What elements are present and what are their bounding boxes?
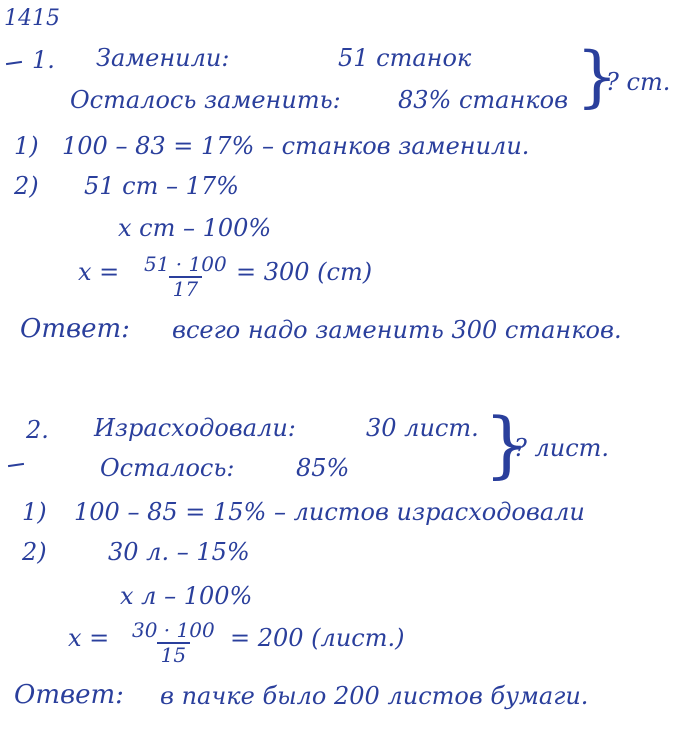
- part2-fraction: [128, 620, 219, 665]
- part2-remaining-value: 85%: [296, 454, 350, 482]
- part1-fraction: [140, 254, 231, 299]
- part2-frac-numerator: 30 · 100: [132, 618, 215, 642]
- part1-x-lhs: x =: [78, 258, 120, 286]
- part2-step2-row2: x л – 100%: [120, 582, 253, 610]
- part2-answer-label: Ответ:: [14, 680, 124, 710]
- part1-answer-label: Ответ:: [20, 314, 130, 344]
- part1-step1-text: 100 – 83 = 17% – станков заменили.: [62, 132, 530, 160]
- part2-step2-num: 2): [22, 538, 47, 566]
- part2-question: ? лист.: [514, 434, 610, 462]
- part1-replaced-label: Заменили:: [96, 44, 230, 72]
- part2-brace: }: [484, 402, 530, 486]
- part2-used-value: 30 лист.: [366, 414, 479, 442]
- margin-dash: [6, 61, 22, 65]
- part2-step2-row1: 30 л. – 15%: [108, 538, 250, 566]
- part1-remaining-value: 83% станков: [398, 86, 569, 114]
- part1-step2-num: 2): [14, 172, 39, 200]
- part1-remaining-label: Осталось заменить:: [70, 86, 341, 114]
- part2-x-lhs: x =: [68, 624, 110, 652]
- part2-answer-text: в пачке было 200 листов бумаги.: [160, 682, 589, 710]
- part2-step1-text: 100 – 85 = 15% – листов израсходовали: [74, 498, 585, 526]
- part2-frac-denominator: 15: [157, 642, 190, 665]
- part1-replaced-value: 51 станок: [338, 44, 472, 72]
- part1-step2-row1: 51 ст – 17%: [84, 172, 239, 200]
- part1-answer-text: всего надо заменить 300 станков.: [172, 316, 622, 344]
- part2-step1-num: 1): [22, 498, 47, 526]
- part1-brace: }: [576, 38, 618, 115]
- part1-index: 1.: [32, 46, 55, 74]
- part2-remaining-label: Осталось:: [100, 454, 235, 482]
- part2-used-label: Израсходовали:: [94, 414, 296, 442]
- part2-result: = 200 (лист.): [230, 624, 405, 652]
- part1-question: ? ст.: [606, 68, 671, 96]
- part1-step2-row2: x ст – 100%: [118, 214, 272, 242]
- margin-dash: [8, 463, 24, 467]
- problem-number: 1415: [4, 6, 60, 31]
- part2-index: 2.: [26, 416, 49, 444]
- part1-frac-denominator: 17: [169, 276, 202, 299]
- part1-result: = 300 (ст): [236, 258, 373, 286]
- part1-frac-numerator: 51 · 100: [144, 252, 227, 276]
- part1-step1-num: 1): [14, 132, 39, 160]
